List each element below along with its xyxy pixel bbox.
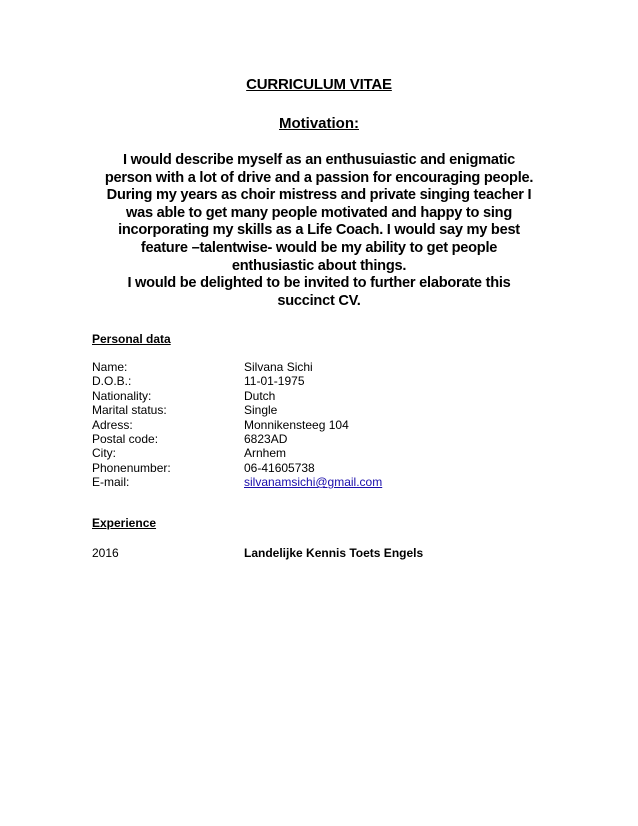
motivation-line: person with a lot of drive and a passion for encouraging people.: [104, 169, 534, 186]
personal-data-heading: Personal data: [92, 332, 171, 346]
field-value: Monnikensteeg 104: [244, 417, 349, 432]
field-label: Phonenumber:: [92, 460, 171, 475]
field-label: D.O.B.:: [92, 374, 132, 389]
motivation-line: I would be delighted to be invited to further elaborate this: [127, 275, 511, 292]
motivation-line: During my years as choir mistress and private singing teacher I: [106, 187, 532, 204]
motivation-line: incorporating my skills as a Life Coach. I would say my best: [118, 222, 520, 239]
motivation-line: I would describe myself as an enthusuiastic and enigmatic: [122, 152, 516, 168]
field-value: Single: [244, 403, 278, 418]
field-label: E-mail:: [92, 475, 130, 490]
motivation-paragraph: [88, 152, 550, 310]
personal-data-table: [92, 360, 382, 490]
motivation-heading: Motivation:: [279, 115, 359, 132]
field-value: Silvana Sichi: [244, 360, 313, 374]
personal-row-nationality: [92, 389, 382, 403]
personal-row-phone: [92, 461, 382, 475]
field-value: Arnhem: [244, 446, 287, 461]
experience-heading: Experience: [92, 516, 157, 530]
personal-row-postal-code: [92, 432, 382, 446]
personal-row-dob: [92, 374, 382, 388]
field-label: Name:: [92, 360, 128, 374]
field-value: Dutch: [244, 388, 276, 403]
field-label: City:: [92, 446, 116, 461]
field-value: 6823AD: [244, 431, 288, 446]
personal-row-city: [92, 446, 382, 460]
document-title: CURRICULUM VITAE: [246, 76, 392, 93]
motivation-line: was able to get many people motivated and happy to sing: [125, 204, 513, 221]
motivation-line: succinct CV.: [277, 292, 361, 309]
experience-description: Landelijke Kennis Toets Engels: [244, 546, 424, 560]
personal-row-email: [92, 475, 382, 489]
motivation-line: enthusiastic about things.: [231, 257, 407, 274]
field-value: 06-41605738: [244, 460, 315, 475]
field-label: Marital status:: [92, 403, 167, 418]
personal-row-address: [92, 418, 382, 432]
field-label: Postal code:: [92, 431, 159, 446]
field-label: Adress:: [92, 417, 133, 432]
field-label: Nationality:: [92, 388, 152, 403]
personal-row-marital-status: [92, 403, 382, 417]
experience-year: 2016: [92, 546, 119, 560]
personal-row-name: [92, 360, 382, 374]
motivation-line: feature –talentwise- would be my ability to get people: [140, 239, 498, 256]
experience-row: [92, 546, 423, 560]
email-link[interactable]: silvanamsichi@gmail.com: [244, 475, 383, 490]
field-value: 11-01-1975: [244, 374, 305, 389]
